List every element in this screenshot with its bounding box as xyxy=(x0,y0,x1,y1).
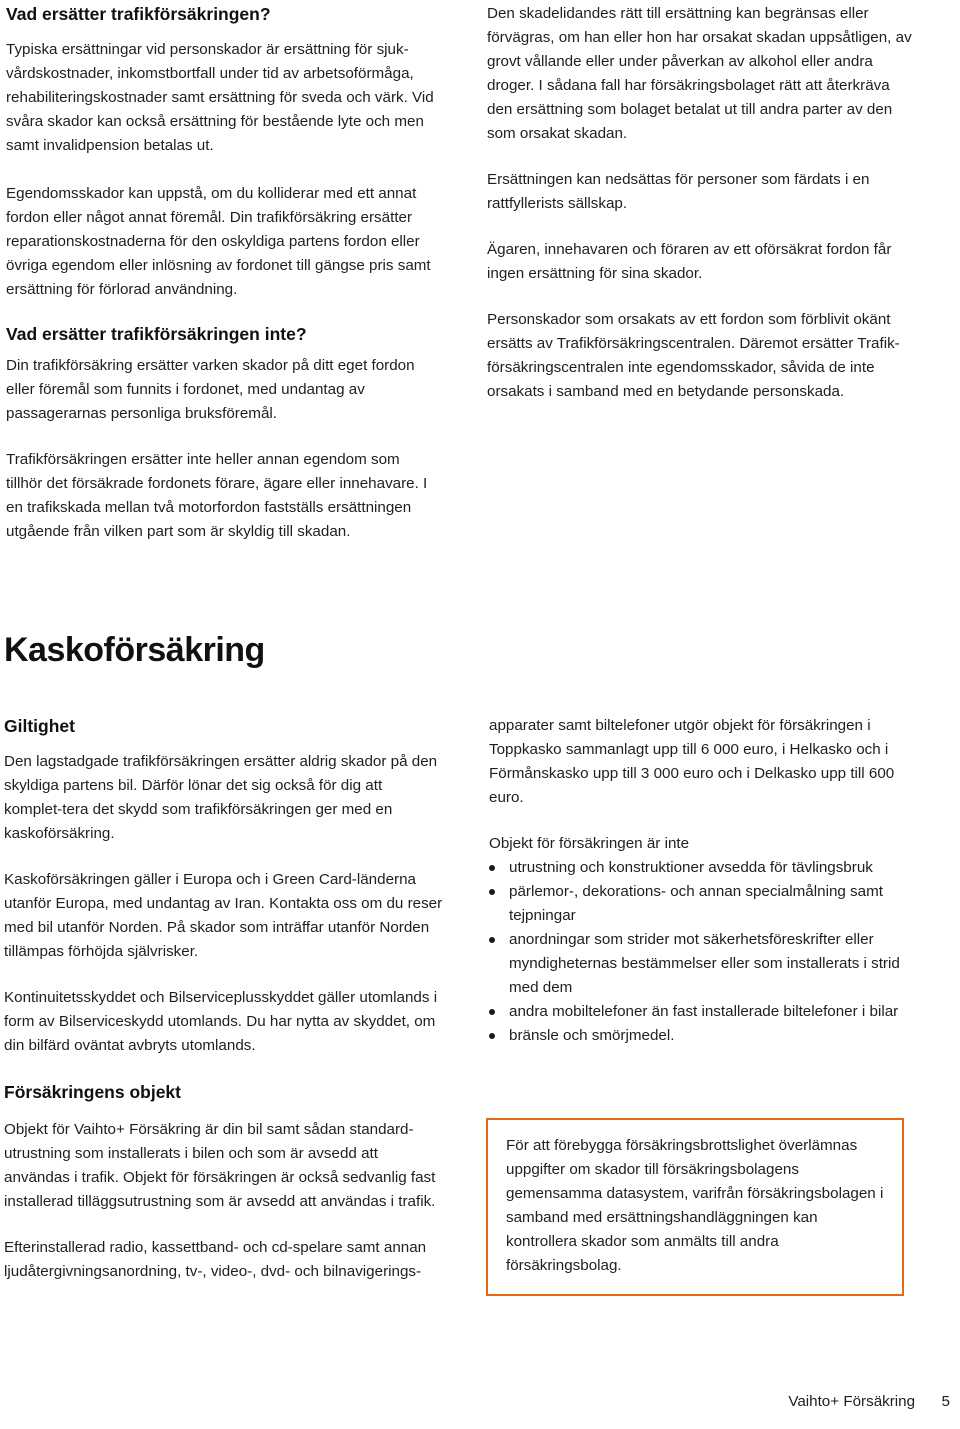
page-footer xyxy=(788,1393,950,1410)
heading-insurance-object: Försäkringens objekt xyxy=(4,1082,181,1102)
list-heading-not-covered: Objekt för försäkringen är inte xyxy=(489,835,690,852)
fraud-prevention-notice xyxy=(486,1118,904,1296)
list-item: anordningar som strider mot säkerhetsföreskrifter eller myndigheternas bestämmelser eller som installerats i strid med dem xyxy=(489,928,909,1000)
page-number: 5 xyxy=(941,1393,950,1410)
paragraph-validity-2: Kaskoförsäkringen gäller i Europa och i Green Card-länderna utanför Europa, med undantag av Iran. Kontakta oss om du reser med bil utanför Norden. På skador som inträffar utanför Norden tillämpas förhöjda självrisker. xyxy=(4,871,443,960)
notice-text: För att förebygga försäkringsbrottslighet överlämnas uppgifter om skador till försäkringsbolagens gemensamma datasystem, varifrån försäkringsbolagen i samband med ersättningshandläggningen kan kontrollera skador som anmälts till andra försäkringsbolag. xyxy=(506,1137,884,1274)
paragraph-validity-1: Den lagstadgade trafikförsäkringen ersätter aldrig skador på den skyldiga partens bil. Därför lönar det sig också för dig att komplet-tera det skydd som trafikförsäkringen ger med en kaskoförsäkring. xyxy=(4,753,438,842)
paragraph-own-vehicle: Din trafikförsäkring ersätter varken skador på ditt eget fordon eller föremål som funnits i fordonet, med undantag av passagerarnas personliga bruksföremål. xyxy=(6,357,415,422)
paragraph-object-2: Efterinstallerad radio, kassettband- och cd-spelare samt annan ljudåtergivningsanordning, tv-, video-, dvd- och bilnavigerings- xyxy=(4,1239,427,1280)
bullet-icon xyxy=(489,1009,495,1015)
bullet-icon xyxy=(489,1033,495,1039)
paragraph-property-damage: Egendomsskador kan uppstå, om du kolliderar med ett annat fordon eller något annat föremål. Din trafikförsäkring ersätter reparationskostnaderna för den oskyldiga partens fordon eller övriga egendom eller inlösning av fordonet till gängse pris samt ersättning för förlorad användning. xyxy=(6,185,431,298)
heading-what-not-covers: Vad ersätter trafikförsäkringen inte? xyxy=(6,324,307,344)
footer-brand: Vaihto+ Försäkring xyxy=(788,1393,916,1410)
paragraph-validity-3: Kontinuitetsskyddet och Bilserviceplusskyddet gäller utomlands i form av Bilserviceskydd utomlands. Du har nytta av skyddet, om din bilfärd oväntat avbryts utomlands. xyxy=(4,989,438,1054)
paragraph-uninsured: Ägaren, innehavaren och föraren av ett oförsäkrat fordon får ingen ersättning för sina skador. xyxy=(487,241,892,282)
heading-what-covers: Vad ersätter trafikförsäkringen? xyxy=(6,4,271,24)
paragraph-other-property: Trafikförsäkringen ersätter inte heller annan egendom som tillhör det försäkrade fordonets förare, ägare eller innehavare. I en trafikskada mellan två motorfordon fastställs ersättningen utgående från vilken part som är skyldig till skadan. xyxy=(6,451,428,540)
paragraph-object-1: Objekt för Vaihto+ Försäkring är din bil samt sådan standard-utrustning som installerats i bilen och som är avsedd att användas i trafik. Objekt för försäkringen är också sedvanlig fast installerad tilläggsutrustning som är avsedd att användas i trafik. xyxy=(4,1121,436,1210)
left-top-column xyxy=(6,2,438,544)
right-top-column xyxy=(487,2,912,404)
paragraph-unknown-vehicle: Personskador som orsakats av ett fordon som förblivit okänt ersätts av Trafikförsäkringscentralen. Däremot ersätter Trafik-försäkringscentralen inte egendomsskador, såvida de inte orsakats i samband med en betydande personskada. xyxy=(487,311,900,400)
paragraph-limitations: Den skadelidandes rätt till ersättning kan begränsas eller förvägras, om han eller hon har orsakat skadan uppsåtligen, av grovt vållande eller under påverkan av alkohol eller andra droger. I sådana fall har försäkringsbolaget rätt att återkräva den ersättning som bolaget betalat ut till andra parter av den som orsakat skadan. xyxy=(487,5,912,142)
paragraph-reduction: Ersättningen kan nedsättas för personer som färdats i en rattfyllerists sällskap. xyxy=(487,171,870,212)
list-item: pärlemor-, dekorations- och annan specialmålning samt tejpningar xyxy=(489,880,909,928)
bullet-icon xyxy=(489,937,495,943)
paragraph-electronics-limits: apparater samt biltelefoner utgör objekt för försäkringen i Toppkasko sammanlagt upp till 6 000 euro, i Helkasko och i Förmånskasko upp till 3 000 euro och i Delkasko upp till 600 euro. xyxy=(489,717,895,806)
list-item: andra mobiltelefoner än fast installerade biltelefoner i bilar xyxy=(489,1000,909,1024)
bullet-icon xyxy=(489,865,495,871)
paragraph-personal-injury: Typiska ersättningar vid personskador är ersättning för sjuk-vårdskostnader, inkomstbortfall under tid av arbetsoförmåga, rehabiliteringskostnader samt ersättning för sveda och värk. Vid svåra skador kan också ersättning för bestående lyte och men samt invalidpension betalas ut. xyxy=(6,41,434,154)
left-bottom-column xyxy=(4,714,444,1284)
bullet-icon xyxy=(489,889,495,895)
not-covered-list xyxy=(489,856,909,1048)
heading-validity: Giltighet xyxy=(4,716,75,736)
list-item: utrustning och konstruktioner avsedda för tävlingsbruk xyxy=(489,856,909,880)
section-title-kasko: Kaskoförsäkring xyxy=(4,631,265,669)
right-bottom-column xyxy=(489,714,909,1048)
list-item: bränsle och smörjmedel. xyxy=(489,1024,909,1048)
